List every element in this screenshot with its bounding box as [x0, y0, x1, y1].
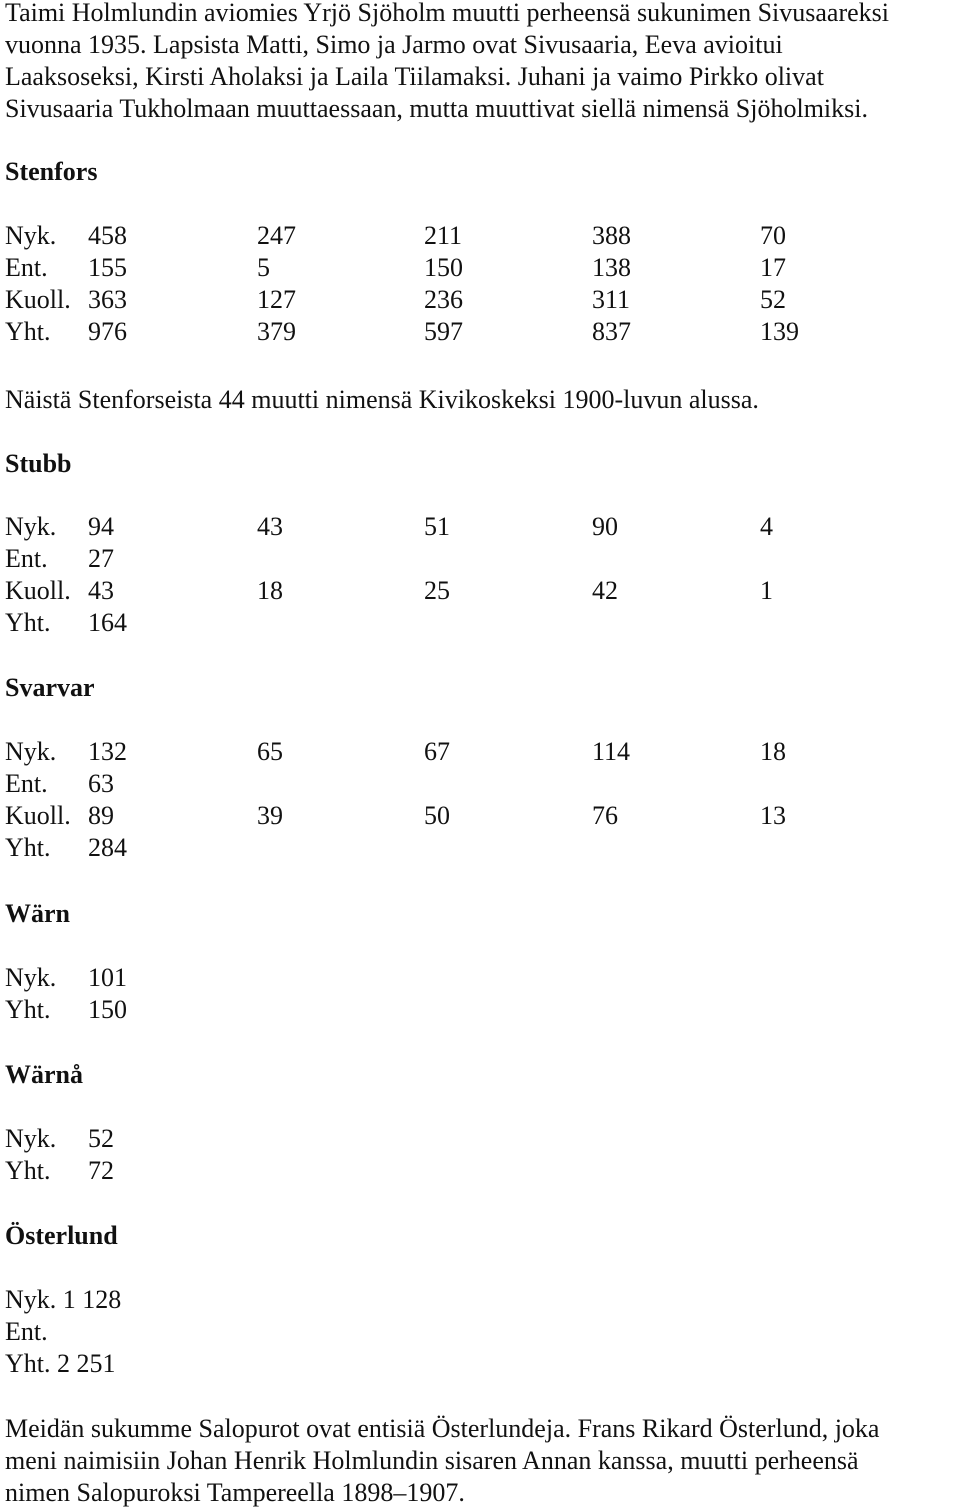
table-cell: 13 — [760, 801, 786, 830]
row-label: Kuoll. — [5, 576, 71, 605]
table-cell: 50 — [424, 801, 450, 830]
section-heading-warn: Wärn — [5, 899, 70, 928]
section-heading-stubb: Stubb — [5, 449, 72, 478]
table-row — [5, 1316, 945, 1348]
table-cell: 39 — [257, 801, 283, 830]
section-heading-stenfors: Stenfors — [5, 157, 98, 186]
table-cell: 247 — [257, 221, 296, 250]
table-cell: 363 — [88, 285, 127, 314]
table-cell: 597 — [424, 317, 463, 346]
table-cell: 379 — [257, 317, 296, 346]
table-cell: 138 — [592, 253, 631, 282]
table-cell: 150 — [424, 253, 463, 282]
table-row — [5, 768, 945, 800]
table-cell: 211 — [424, 221, 463, 250]
table-cell: 67 — [424, 737, 450, 766]
table-cell: 4 — [760, 512, 773, 541]
row-label: Yht. — [5, 995, 51, 1024]
row-label: Nyk. — [5, 221, 57, 250]
table-cell: 90 — [592, 512, 618, 541]
table-cell: 18 — [760, 737, 786, 766]
table-cell: 155 — [88, 253, 127, 282]
row-label: Ent. — [5, 769, 48, 798]
table-cell: 236 — [424, 285, 463, 314]
table-cell: 18 — [257, 576, 283, 605]
table-cell: 139 — [760, 317, 799, 346]
table-cell: 388 — [592, 221, 631, 250]
row-label: Nyk. — [5, 1124, 57, 1153]
table-row — [5, 543, 945, 575]
table-cell: 17 — [760, 253, 786, 282]
table-cell: 43 — [257, 512, 283, 541]
row-text: Yht. 2 251 — [5, 1349, 116, 1378]
row-label: Ent. — [5, 544, 48, 573]
table-cell: 52 — [88, 1124, 114, 1153]
table-row — [5, 832, 945, 864]
row-label: Yht. — [5, 608, 51, 637]
table-row — [5, 736, 945, 768]
table-cell: 114 — [592, 737, 631, 766]
table-row — [5, 1123, 945, 1155]
table-cell: 164 — [88, 608, 127, 637]
table-row — [5, 962, 945, 994]
table-cell: 52 — [760, 285, 786, 314]
table-row — [5, 994, 945, 1026]
table-cell: 284 — [88, 833, 127, 862]
text-line: Sivusaaria Tukholmaan muuttaessaan, mutta muuttivat siellä nimensä Sjöholmiksi. — [5, 94, 868, 123]
table-cell: 76 — [592, 801, 618, 830]
text-line: Laaksoseksi, Kirsti Aholaksi ja Laila Tiilamaksi. Juhani ja vaimo Pirkko olivat — [5, 62, 824, 91]
table-row — [5, 252, 945, 284]
section-heading-osterlund: Österlund — [5, 1221, 118, 1250]
row-label: Yht. — [5, 317, 51, 346]
row-label: Ent. — [5, 253, 48, 282]
table-cell: 89 — [88, 801, 114, 830]
table-row — [5, 1348, 945, 1380]
section-heading-warna: Wärnå — [5, 1060, 83, 1089]
text-line: meni naimisiin Johan Henrik Holmlundin sisaren Annan kanssa, muutti perheensä — [5, 1446, 859, 1475]
table-cell: 70 — [760, 221, 786, 250]
row-label: Nyk. — [5, 512, 57, 541]
row-text: Ent. — [5, 1317, 48, 1346]
table-cell: 458 — [88, 221, 127, 250]
row-label: Nyk. — [5, 737, 57, 766]
table-row — [5, 1155, 945, 1187]
table-row — [5, 575, 945, 607]
table-cell: 976 — [88, 317, 127, 346]
table-row — [5, 800, 945, 832]
table-cell: 51 — [424, 512, 450, 541]
table-cell: 5 — [257, 253, 270, 282]
table-cell: 72 — [88, 1156, 114, 1185]
table-cell: 132 — [88, 737, 127, 766]
table-row — [5, 1284, 945, 1316]
table-cell: 311 — [592, 285, 631, 314]
row-label: Nyk. — [5, 963, 57, 992]
row-label: Yht. — [5, 1156, 51, 1185]
text-line: vuonna 1935. Lapsista Matti, Simo ja Jarmo ovat Sivusaaria, Eeva avioitui — [5, 30, 783, 59]
table-row — [5, 607, 945, 639]
table-row — [5, 220, 945, 252]
row-label: Kuoll. — [5, 285, 71, 314]
table-cell: 150 — [88, 995, 127, 1024]
text-line: Meidän sukumme Salopurot ovat entisiä Österlundeja. Frans Rikard Österlund, joka — [5, 1414, 880, 1443]
table-cell: 94 — [88, 512, 114, 541]
section-heading-svarvar: Svarvar — [5, 673, 95, 702]
stenfors-note: Näistä Stenforseista 44 muutti nimensä Kivikoskeksi 1900-luvun alussa. — [5, 385, 759, 414]
table-cell: 63 — [88, 769, 114, 798]
table-cell: 25 — [424, 576, 450, 605]
row-label: Kuoll. — [5, 801, 71, 830]
table-cell: 127 — [257, 285, 296, 314]
table-row — [5, 511, 945, 543]
table-row — [5, 316, 945, 348]
intro-paragraph — [5, 0, 955, 125]
table-cell: 101 — [88, 963, 127, 992]
table-row — [5, 284, 945, 316]
table-cell: 43 — [88, 576, 114, 605]
table-cell: 1 — [760, 576, 773, 605]
text-line: nimen Salopuroksi Tampereella 1898–1907. — [5, 1478, 465, 1507]
table-cell: 837 — [592, 317, 631, 346]
text-line: Taimi Holmlundin aviomies Yrjö Sjöholm muutti perheensä sukunimen Sivusaareksi — [5, 0, 889, 27]
row-text: Nyk. 1 128 — [5, 1285, 122, 1314]
closing-paragraph — [5, 1413, 955, 1509]
row-label: Yht. — [5, 833, 51, 862]
table-cell: 27 — [88, 544, 114, 573]
table-cell: 65 — [257, 737, 283, 766]
table-cell: 42 — [592, 576, 618, 605]
